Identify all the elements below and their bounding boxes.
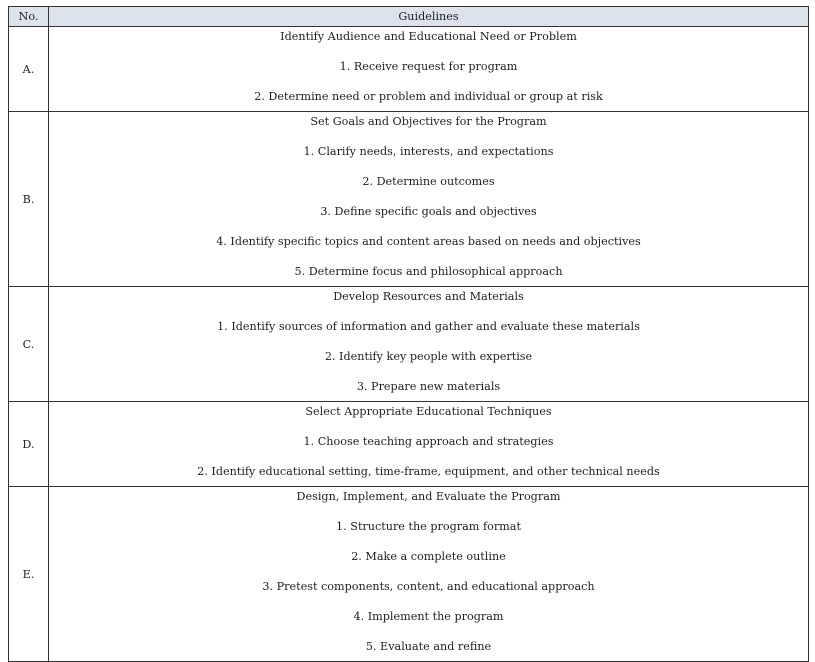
guideline-cell [49, 487, 809, 662]
guideline-step: 3. Prepare new materials [356, 379, 501, 393]
table-row [9, 27, 809, 112]
table-row [9, 112, 809, 287]
header-row [9, 7, 809, 27]
guideline-step: 1. Structure the program format [336, 519, 521, 533]
guideline-step: 1. Identify sources of information and gather and evaluate these materials [217, 319, 640, 333]
row-number: C. [9, 287, 49, 402]
row-number: B. [9, 112, 49, 287]
guideline-step: 5. Evaluate and refine [365, 639, 492, 653]
header-guidelines: Guidelines [49, 7, 809, 27]
guideline-step: 5. Determine focus and philosophical approach [294, 264, 563, 278]
header-no: No. [9, 7, 49, 27]
guideline-cell [49, 27, 809, 112]
guideline-step: 2. Make a complete outline [351, 549, 506, 563]
table-row [9, 287, 809, 402]
table-row [9, 402, 809, 487]
guideline-step: 3. Define specific goals and objectives [320, 204, 537, 218]
guideline-step: 2. Determine need or problem and individual or group at risk [254, 89, 603, 103]
guideline-cell [49, 112, 809, 287]
row-number: A. [9, 27, 49, 112]
guideline-step: 2. Identify educational setting, time-frame, equipment, and other technical needs [197, 464, 660, 478]
guidelines-table [8, 6, 809, 662]
table-row [9, 487, 809, 662]
guideline-cell [49, 287, 809, 402]
guideline-heading: Select Appropriate Educational Techniques [305, 405, 552, 418]
guideline-heading: Identify Audience and Educational Need or Problem [280, 30, 577, 43]
guideline-step: 3. Pretest components, content, and educational approach [262, 579, 595, 593]
row-number: D. [9, 402, 49, 487]
guideline-step: 2. Determine outcomes [362, 174, 495, 188]
guideline-step: 4. Identify specific topics and content areas based on needs and objectives [216, 234, 641, 248]
guideline-heading: Set Goals and Objectives for the Program [310, 115, 547, 128]
row-number: E. [9, 487, 49, 662]
guideline-heading: Develop Resources and Materials [333, 290, 524, 303]
guideline-step: 1. Clarify needs, interests, and expectations [303, 144, 554, 158]
guideline-step: 4. Implement the program [353, 609, 504, 623]
guideline-cell [49, 402, 809, 487]
guideline-heading: Design, Implement, and Evaluate the Program [296, 490, 561, 503]
table-body [9, 27, 809, 662]
guideline-step: 2. Identify key people with expertise [324, 349, 533, 363]
guideline-step: 1. Receive request for program [339, 59, 518, 73]
guideline-step: 1. Choose teaching approach and strategies [303, 434, 554, 448]
